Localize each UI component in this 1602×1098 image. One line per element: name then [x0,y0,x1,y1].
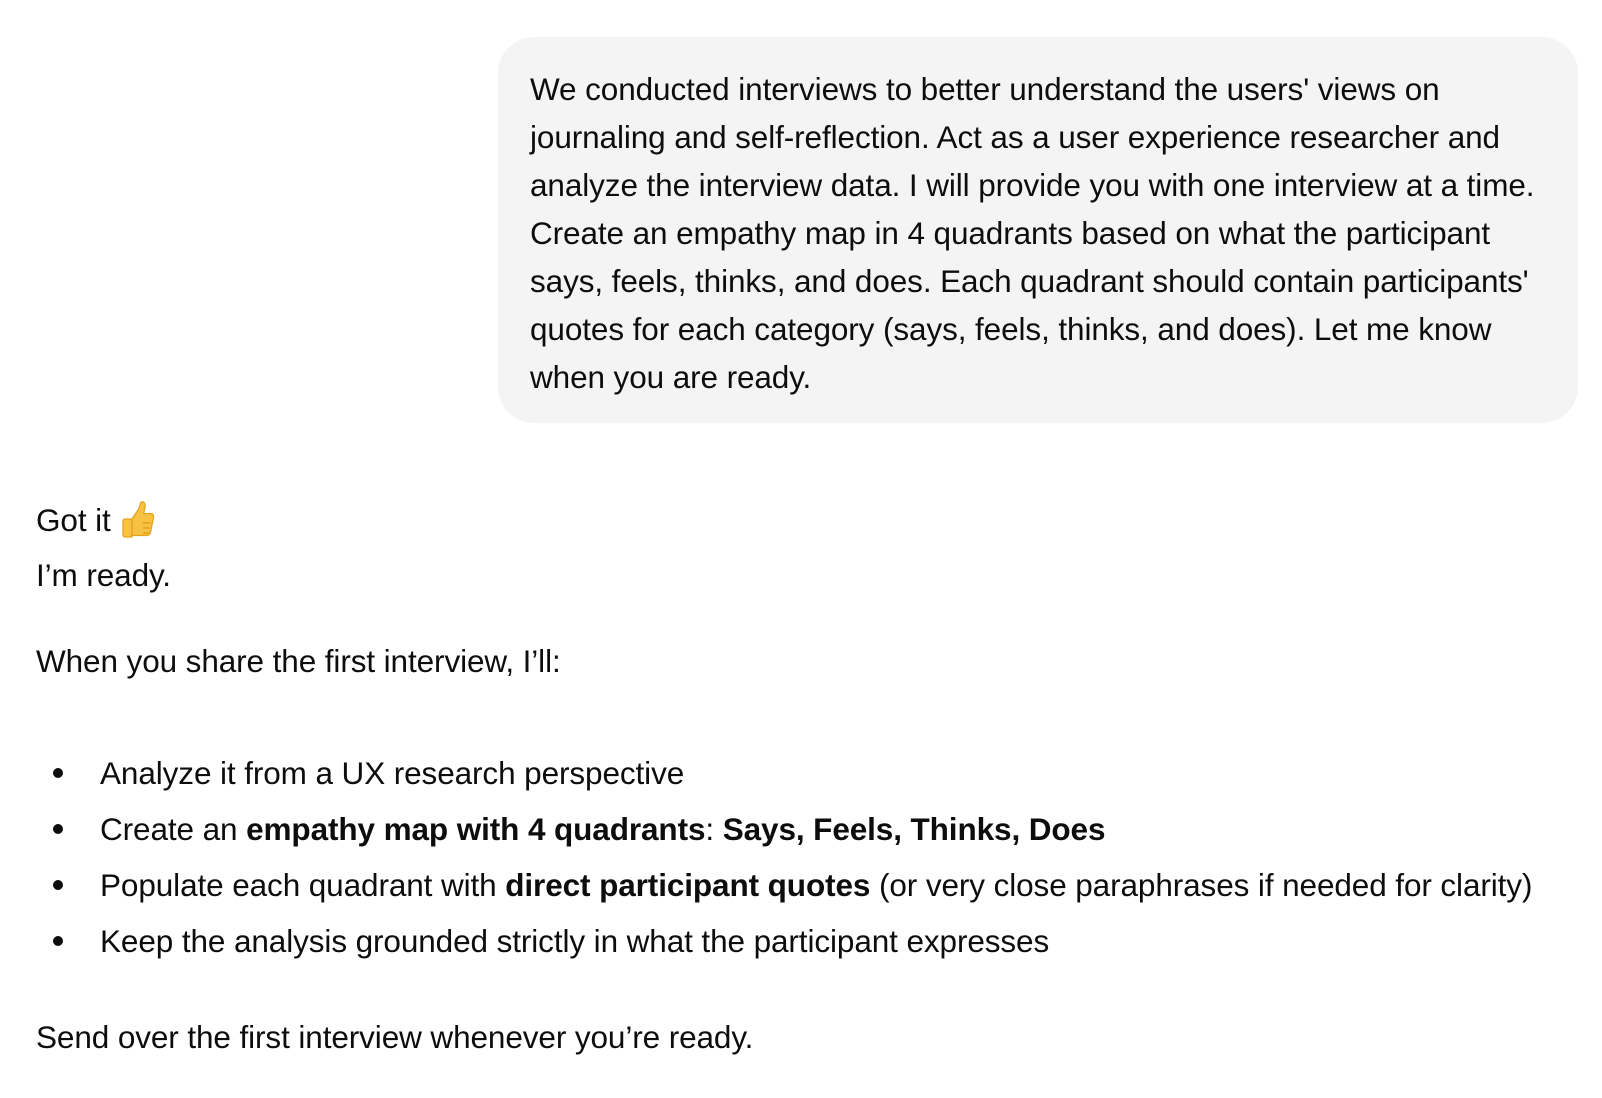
user-message-bubble [498,37,1578,423]
user-message-text: We conducted interviews to better understand the users' views on journaling and self-reflection. Act as a user experience researcher and analyze the interview data. I will provide you with one interview at a time. Create an empathy map in 4 quadrants based on what the participant says, feels, thinks, and does. Each quadrant should contain participants' quotes for each category (says, feels, thinks, and does). Let me know when you are ready. [530,71,1535,395]
list-item [36,745,1576,801]
assistant-closing-text: Send over the first interview whenever you’re ready. [36,1019,754,1055]
assistant-ready-text: I’m ready. [36,557,171,593]
bullet-dot [53,880,63,890]
bullet-dot [53,768,63,778]
list-item-bold-text: direct participant quotes [505,867,871,903]
list-item-text: Analyze it from a UX research perspective [100,755,685,791]
assistant-intro-text: When you share the first interview, I’ll: [36,643,561,679]
list-item [36,801,1576,857]
list-item-text: Keep the analysis grounded strictly in what the participant expresses [100,923,1050,959]
assistant-bullet-list [36,745,1576,969]
assistant-greeting: Got it [36,502,111,538]
list-item [36,913,1576,969]
bullet-dot [53,936,63,946]
list-item-bold-text: Says, Feels, Thinks, Does [722,811,1106,847]
list-item [36,857,1576,913]
bullet-dot [53,824,63,834]
list-item-bold-text: empathy map with 4 quadrants [246,811,706,847]
list-item-text: Create an [100,811,247,847]
assistant-greeting-line [36,500,155,541]
list-item-text: : [705,811,723,847]
list-item-text: (or very close paraphrases if needed for clarity) [870,867,1533,903]
list-item-text: Populate each quadrant with [100,867,506,903]
thumbs-up-icon [119,501,155,541]
